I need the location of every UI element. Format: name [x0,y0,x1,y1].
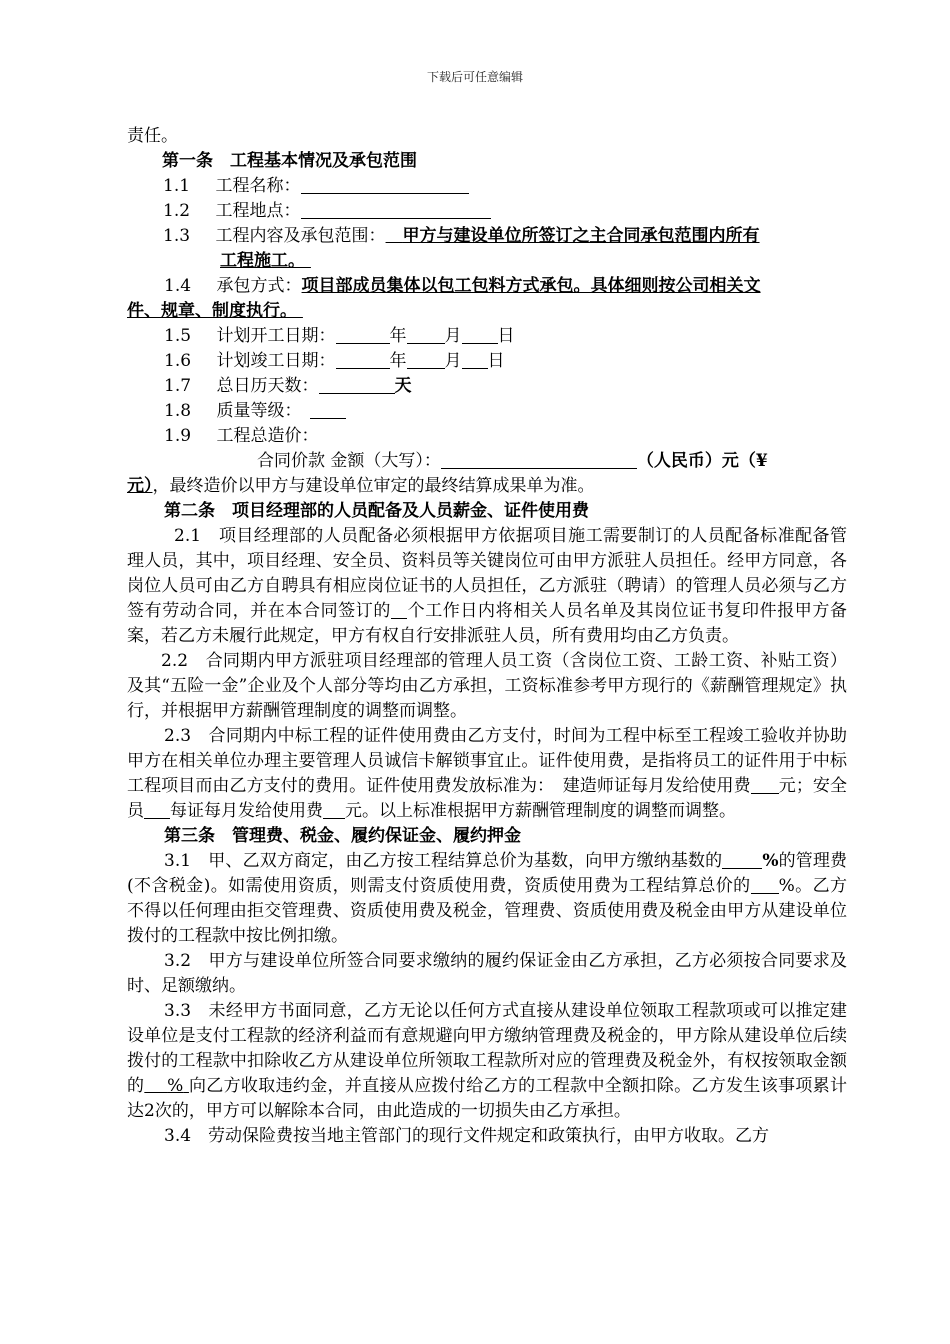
page-header: 下载后可任意编辑 [426,70,523,84]
paragraph-2-2: 2.2 合同期内甲方派驻项目经理部的管理人员工资（含岗位工资、工龄工资、补贴工资）及其“五险一金”企业及个人部分等均由乙方承担，工资标准参考甲方现行的《薪酬管理规定》执行，并根据甲方薪酬管理制度的调整而调整。 [127,651,847,721]
item-label: 计划开工日期： [216,326,336,346]
article-3-title: 第三条 管理费、税金、履约保证金、履约押金 [164,826,521,846]
item-number: 1.5 [164,326,192,346]
text-line: 责任。 [127,126,178,146]
item-1-5: 1.5 计划开工日期： 年 月 日 [164,326,515,346]
item-number: 1.1 [163,176,191,196]
item-label: 计划竣工日期： [216,351,336,371]
item-label: 总日历天数： [216,376,319,396]
article-1-title: 第一条 工程基本情况及承包范围 [162,151,417,171]
item-number: 1.7 [164,376,192,396]
item-1-3-cont: 工程施工。 [220,251,305,271]
paragraph-2-3: 2.3 合同期内中标工程的证件使用费由乙方支付，时间为工程中标至工程竣工验收并协助甲方在相关单位办理主要管理人员诚信卡解锁事宜止。证件使用费，是指将员工的证件用于中标工程项目而由乙方支付的费用。证件使用费发放标准为： 建造师证每月发给使用费 元；安全员 每证每月发给使用费 元。以上标准根据甲方薪酬管理制度的调整而调整。 [127,726,848,821]
blank-field [301,199,491,219]
contract-price-line: 合同价款 金额（大写）： （人民币）元（¥ [257,451,768,471]
item-value: 甲方与建设单位所签订之主合同承包范围内所有 [402,226,760,246]
paragraph-2-1: 2.1 项目经理部的人员配备必须根据甲方依据项目施工需要制订的人员配备标准配备管理人员，其中，项目经理、安全员、资料员等关键岗位可由甲方派驻人员担任。经甲方同意，各岗位人员可由乙方自聘具有相应岗位证书的人员担任，乙方派驻（聘请）的管理人员必须与乙方签有劳动合同，并在本合同签订的 个工作日内将相关人员名单及其岗位证书复印件报甲方备案，若乙方未履行此规定，甲方有权自行安排派驻人员，所有费用均由乙方负责。 [127,526,847,646]
item-1-1 [127,174,847,199]
item-label: 质量等级： [216,401,302,421]
item-label: 工程名称： [215,176,301,196]
item-label: 工程总造价： [216,426,319,446]
item-1-2 [127,199,847,224]
blank-field [301,174,469,194]
item-number: 1.2 [163,201,191,221]
item-1-4 [127,274,847,299]
paragraph-3-3: 3.3 未经甲方书面同意，乙方无论以任何方式直接从建设单位领取工程款项或可以推定建设单位是支付工程款的经济利益而有意规避向甲方缴纳管理费及税金的，甲方除从建设单位后续拨付的工程款中扣除收乙方从建设单位所领取工程款所对应的管理费及税金外，有权按领取金额的 % 向乙方收取违约金，并直接从应拨付给乙方的工程款中全额扣除。乙方发生该事项累计达2次的，甲方可以解除本合同，由此造成的一切损失由乙方承担。 [127,1001,848,1121]
item-number: 1.9 [164,426,192,446]
item-number: 1.3 [163,226,191,246]
item-1-7: 1.7 总日历天数： 天 [164,376,412,396]
paragraph-3-1: 3.1 甲、乙双方商定，由乙方按工程结算总价为基数，向甲方缴纳基数的 %的管理费(不含税金)。如需使用资质，则需支付资质使用费，资质使用费为工程结算总价的 %。乙方不得以任何理由拒交管理费、资质使用费及税金，管理费、资质使用费及税金由甲方从建设单位拨付的工程款中按比例扣缴。 [127,851,848,946]
article-2-title: 第二条 项目经理部的人员配备及人员薪金、证件使用费 [164,501,589,521]
item-label: 工程内容及承包范围： [215,226,386,246]
paragraph-3-4: 3.4 劳动保险费按当地主管部门的现行文件规定和政策执行，由甲方收取。乙方 [164,1126,770,1146]
item-1-4-cont: 件、规章、制度执行。 [127,301,297,321]
item-number: 1.6 [164,351,192,371]
item-1-6: 1.6 计划竣工日期： 年 月 日 [164,351,505,371]
item-1-9 [127,424,847,449]
item-1-8 [127,399,847,424]
item-label: 工程地点： [215,201,301,221]
paragraph-3-2: 3.2 甲方与建设单位所签合同要求缴纳的履约保证金由乙方承担，乙方必须按合同要求及时、足额缴纳。 [127,951,847,996]
contract-price-cont: 元），最终造价以甲方与建设单位审定的最终结算成果单为准。 [127,476,595,496]
document-body [127,124,847,1149]
item-value: 项目部成员集体以包工包料方式承包。具体细则按公司相关文 [301,276,761,296]
item-label: 承包方式： [216,276,302,296]
item-1-3 [127,224,847,249]
item-number: 1.8 [164,401,192,421]
item-number: 1.4 [164,276,192,296]
